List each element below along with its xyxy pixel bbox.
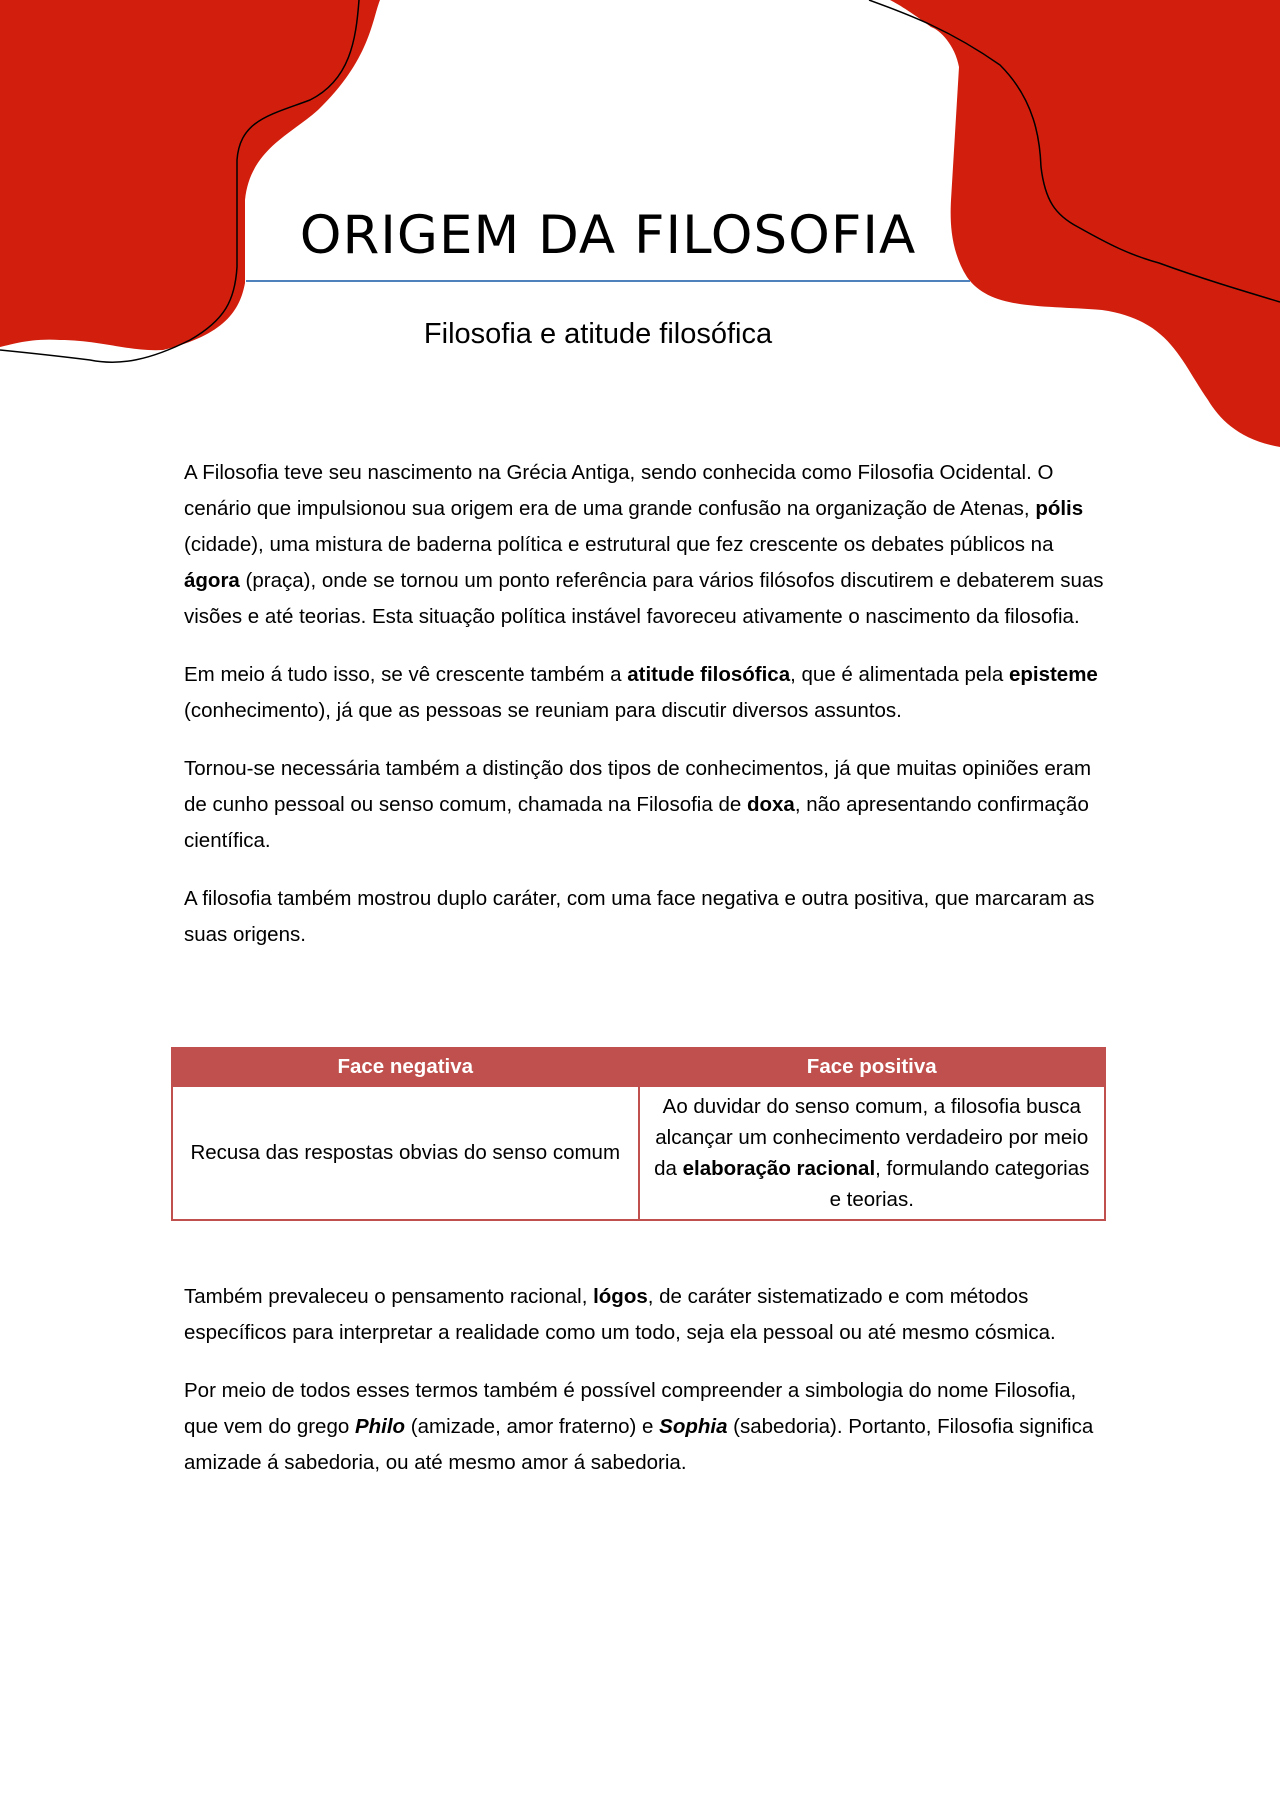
paragraph-etymology: Por meio de todos esses termos também é possível compreender a simbologia do nome Filosofia, que vem do grego Philo (amizade, amor fraterno) e Sophia (sabedoria). Portanto, Filosofia significa amizade á sabedoria, ou até mesmo amor á sabedoria. xyxy=(184,1379,1094,1474)
page-title: ORIGEM DA FILOSOFIA xyxy=(299,205,917,266)
body-section-2 xyxy=(184,1279,1104,1503)
left-red-blob xyxy=(0,0,380,350)
paragraph-origin: A Filosofia teve seu nascimento na Grécia Antiga, sendo conhecida como Filosofia Ocidental. O cenário que impulsionou sua origem era de uma grande confusão na organização de Atenas, pólis (cidade), uma mistura de baderna política e estrutural que fez crescente os debates públicos na ágora (praça), onde se tornou um ponto referência para vários filósofos discutirem e debaterem suas visões e até teorias. Esta situação política instável favoreceu ativamente o nascimento da filosofia. xyxy=(184,461,1104,628)
cell-negative: Recusa das respostas obvias do senso comum xyxy=(172,1086,639,1220)
header-negative: Face negativa xyxy=(172,1048,639,1086)
paragraph-knowledge: Tornou-se necessária também a distinção dos tipos de conhecimentos, já que muitas opiniões eram de cunho pessoal ou senso comum, chamada na Filosofia de doxa, não apresentando confirmação científica. xyxy=(184,757,1092,852)
paragraph-attitude: Em meio á tudo isso, se vê crescente também a atitude filosófica, que é alimentada pela episteme (conhecimento), já que as pessoas se reuniam para discutir diversos assuntos. xyxy=(184,663,1098,722)
cell-positive: Ao duvidar do senso comum, a filosofia busca alcançar um conhecimento verdadeiro por meio da elaboração racional, formulando categorias e teorias. xyxy=(639,1086,1106,1220)
title-underline xyxy=(246,280,970,282)
body-section-1 xyxy=(184,455,1104,975)
page-subtitle: Filosofia e atitude filosófica xyxy=(423,318,773,350)
header-positive: Face positiva xyxy=(639,1048,1106,1086)
table-header-row xyxy=(172,1048,1105,1086)
faces-table xyxy=(171,1047,1106,1221)
table-row xyxy=(172,1086,1105,1220)
paragraph-logos: Também prevaleceu o pensamento racional, lógos, de caráter sistematizado e com métodos específicos para interpretar a realidade como um todo, seja ela pessoal ou até mesmo cósmica. xyxy=(184,1285,1056,1344)
paragraph-dual-character: A filosofia também mostrou duplo caráter, com uma face negativa e outra positiva, que marcaram as suas origens. xyxy=(184,887,1095,946)
